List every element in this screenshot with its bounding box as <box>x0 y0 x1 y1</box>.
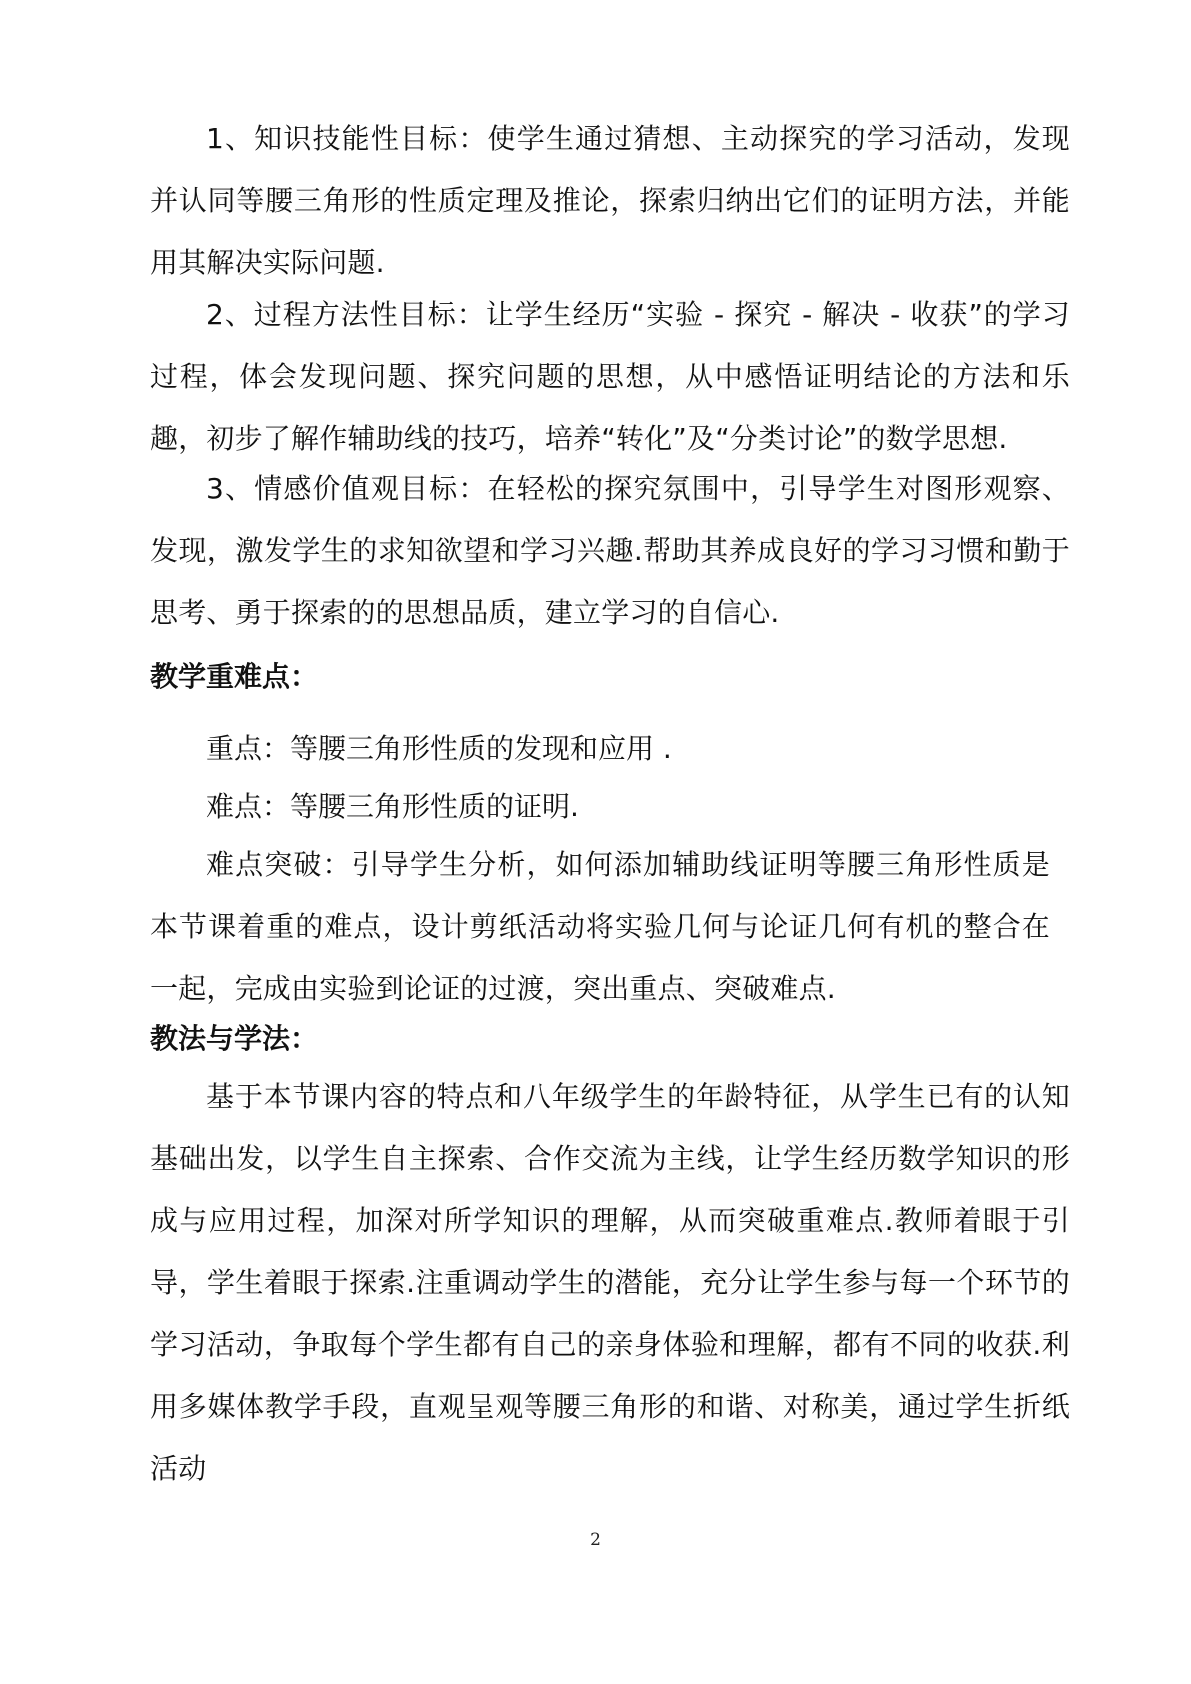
objective-emotion-paragraph: 3、情感价值观目标：在轻松的探究氛围中，引导学生对图形观察、发现，激发学生的求知欲望和学习兴趣.帮助其养成良好的学习习惯和勤于思考、勇于探索的的思想品质，建立学习的自信心. <box>150 472 1070 629</box>
breakthrough-paragraph: 难点突破：引导学生分析，如何添加辅助线证明等腰三角形性质是本节课着重的难点，设计剪纸活动将实验几何与论证几何有机的整合在一起，完成由实验到论证的过渡，突出重点、突破难点. <box>150 848 1050 1005</box>
difficulty-line: 难点：等腰三角形性质的证明. <box>206 790 579 823</box>
key-difficulties-heading: 教学重难点： <box>150 660 319 693</box>
key-point-line: 重点：等腰三角形性质的发现和应用 . <box>206 732 672 765</box>
methods-paragraph: 基于本节课内容的特点和八年级学生的年龄特征，从学生已有的认知基础出发，以学生自主探索、合作交流为主线，让学生经历数学知识的形成与应用过程，加深对所学知识的理解，从而突破重难点.教师着眼于引导，学生着眼于探索.注重调动学生的潜能，充分让学生参与每一个环节的学习活动，争取每个学生都有自己的亲身体验和理解，都有不同的收获.利用多媒体教学手段，直观呈观等腰三角形的和谐、对称美，通过学生折纸活动 <box>150 1080 1070 1485</box>
page-number: 2 <box>590 1530 601 1550</box>
objective-process-paragraph: 2、过程方法性目标：让学生经历“实验 - 探究 - 解决 - 收获”的学习过程，体会发现问题、探究问题的思想，从中感悟证明结论的方法和乐趣，初步了解作辅助线的技巧，培养“转化”及“分类讨论”的数学思想. <box>150 298 1070 455</box>
methods-heading: 教法与学法： <box>150 1022 319 1055</box>
objective-knowledge-paragraph: 1、知识技能性目标：使学生通过猜想、主动探究的学习活动，发现并认同等腰三角形的性质定理及推论，探索归纳出它们的证明方法，并能用其解决实际问题. <box>150 122 1070 279</box>
